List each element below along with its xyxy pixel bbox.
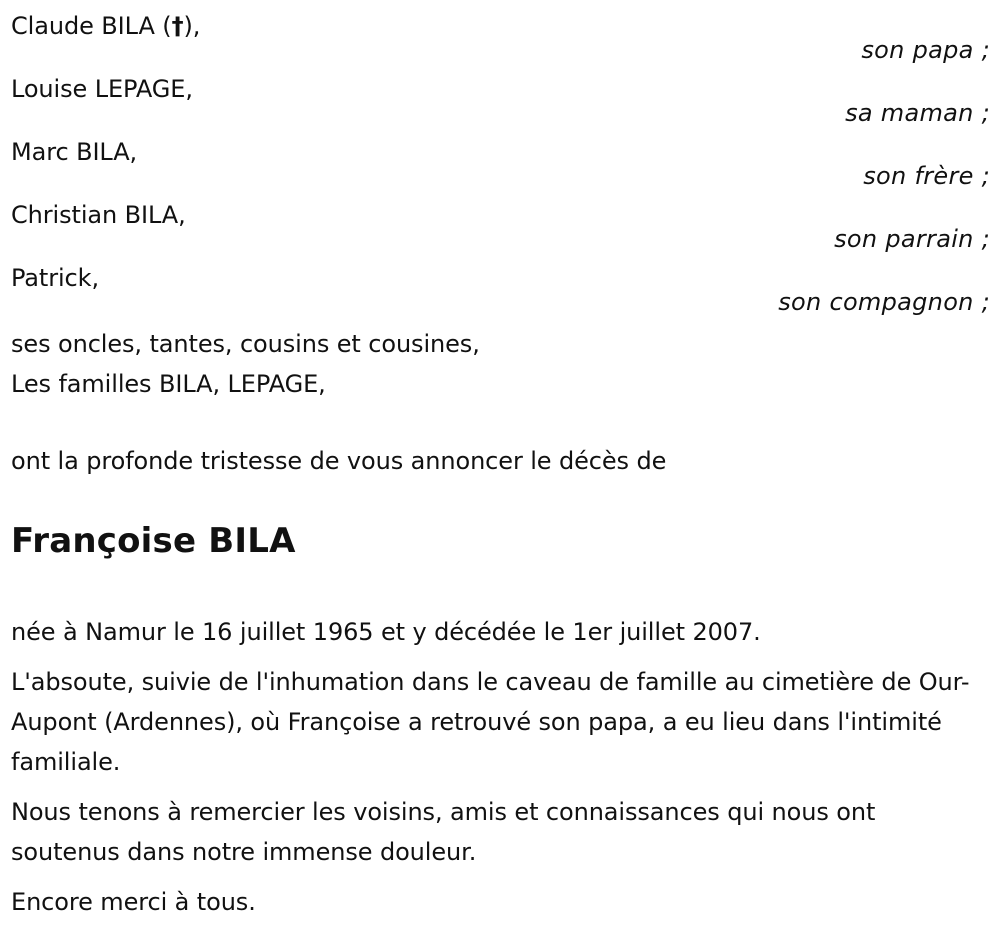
family-member [11,9,990,72]
closing-thanks: Encore merci à tous. [11,888,256,916]
birth-death-details: née à Namur le 16 juillet 1965 et y décédée le 1er juillet 2007. [11,618,761,646]
cross-icon: † [171,12,184,40]
notice-body [11,612,986,932]
member-role: son frère ; [863,162,990,190]
member-name: Patrick, [11,264,99,292]
member-name: Christian BILA, [11,201,186,229]
funeral-details: L'absoute, suivie de l'inhumation dans le caveau de famille au cimetière de Our-Aupont (Ardennes), où Françoise a retrouvé son papa, a eu lieu dans l'intimité familiale. [11,668,970,776]
member-name: Louise LEPAGE, [11,75,193,103]
member-name-suffix: ), [183,12,201,40]
extended-family-line: Les familles BILA, LEPAGE, [11,370,326,398]
family-member [11,135,990,198]
family-members-list [11,9,990,324]
member-name-text: Claude BILA ( [11,12,172,40]
thanks-paragraph: Nous tenons à remercier les voisins, amis et connaissances qui nous ont soutenus dans notre immense douleur. [11,798,876,866]
extended-family-line: ses oncles, tantes, cousins et cousines, [11,330,480,358]
family-member [11,261,990,324]
member-role: son compagnon ; [778,288,990,316]
deceased-name: Françoise BILA [11,521,296,561]
family-member [11,72,990,135]
member-name: Marc BILA, [11,138,138,166]
extended-family [11,324,480,404]
member-role: son papa ; [861,36,990,64]
announcement-text: ont la profonde tristesse de vous annoncer le décès de [11,447,667,475]
member-role: son parrain ; [834,225,990,253]
family-member [11,198,990,261]
member-name [11,9,200,43]
member-role: sa maman ; [845,99,990,127]
